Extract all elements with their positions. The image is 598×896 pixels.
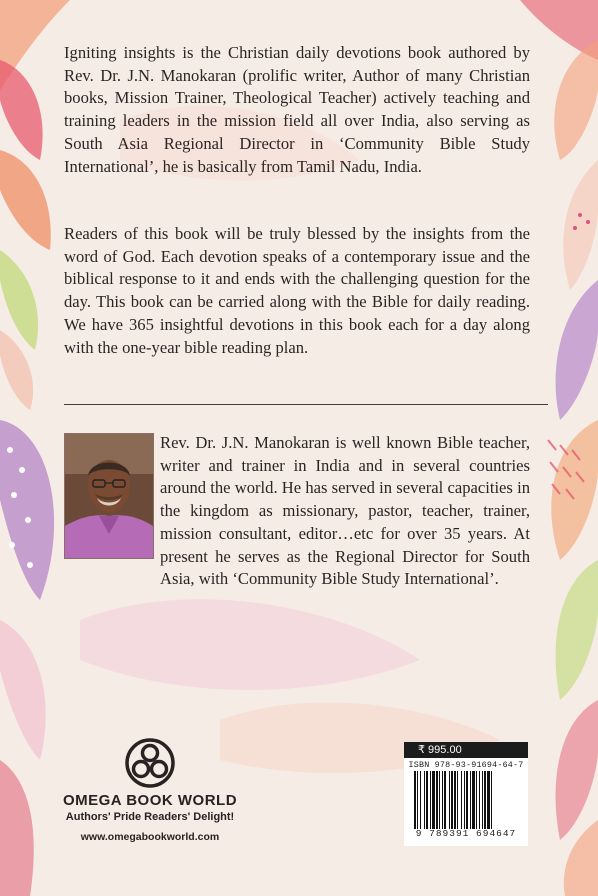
barcode-bars xyxy=(411,771,521,829)
barcode-block xyxy=(404,742,528,846)
publisher-website: www.omegabookworld.com xyxy=(80,831,220,843)
price-label: ₹ 995.00 xyxy=(404,742,528,758)
description-paragraph-1: Igniting insights is the Christian daily devotions book authored by Rev. Dr. J.N. Manokaran (prolific writer, Author of many Christian books, Mission Trainer, Theological Teacher) actively teaching and training leaders in the mission field all over India, also serving as South Asia Regional Director in ‘Community Bible Study International’, he is basically from Tamil Nadu, India. xyxy=(64,43,530,176)
barcode-digits: 9 789391 694647 xyxy=(415,828,517,839)
section-divider xyxy=(64,404,548,405)
author-bio: Rev. Dr. J.N. Manokaran is well known Bible teacher, writer and trainer in India and in several countries around the world. He has served in several capacities in the kingdom as missionary, pastor, teacher, trainer, mission consultant, editor…etc for over 35 years. At present he serves as the Regional Director for South Asia, with ‘Community Bible Study International’. xyxy=(160,433,530,589)
publisher-block xyxy=(60,738,240,843)
isbn-label: ISBN 978-93-91694-64-7 xyxy=(408,760,524,770)
author-photo xyxy=(64,433,154,559)
publisher-tagline: Authors' Pride Readers' Delight! xyxy=(65,811,235,823)
omega-logo-icon xyxy=(125,738,175,788)
publisher-name: OMEGA BOOK WORLD xyxy=(62,792,238,809)
description-paragraph-2: Readers of this book will be truly blessed by the insights from the word of God. Each devotion speaks of a contemporary issue and the biblical response to it and ends with the challenging question for the day. This book can be carried along with the Bible for daily reading. We have 365 insightful devotions in this book each for a day along with the one-year bible reading plan. xyxy=(64,224,530,357)
